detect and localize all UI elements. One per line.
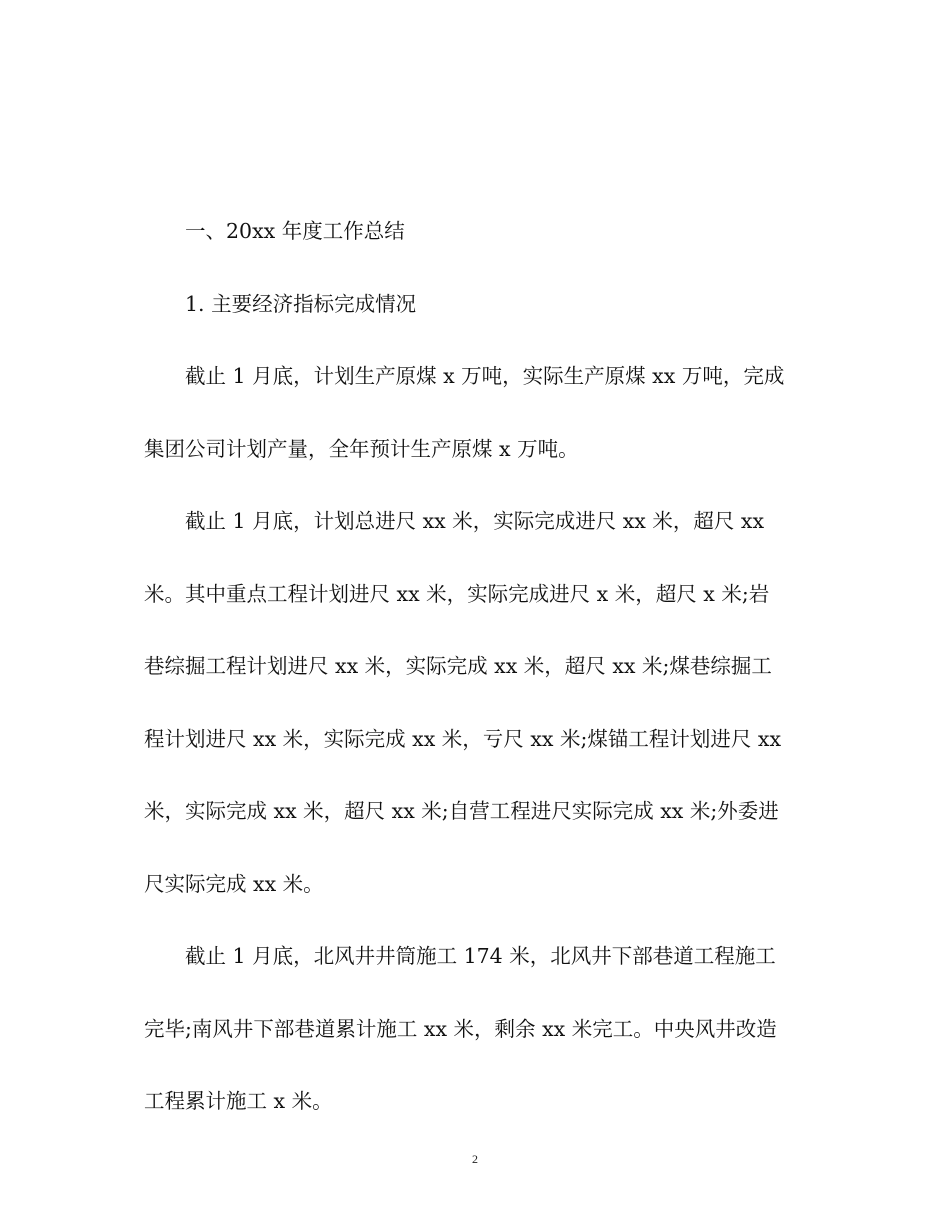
text-line: 尺实际完成 xx 米。: [144, 871, 324, 896]
page-number: 2: [472, 1152, 478, 1166]
text-line: 1. 主要经济指标完成情况: [185, 291, 417, 316]
text-line: 截止 1 月底，计划总进尺 xx 米，实际完成进尺 xx 米，超尺 xx: [185, 509, 765, 533]
text-line: 工程累计施工 x 米。: [144, 1089, 333, 1113]
paragraph-tunneling: [144, 485, 804, 920]
text-line: 巷综掘工程计划进尺 xx 米，实际完成 xx 米，超尺 xx 米;煤巷综掘工: [144, 654, 772, 678]
text-line: 米。其中重点工程计划进尺 xx 米，实际完成进尺 x 米，超尺 x 米;岩: [144, 581, 770, 606]
subsection-heading: [144, 268, 804, 341]
text-line: 米，实际完成 xx 米，超尺 xx 米;自营工程进尺实际完成 xx 米;外委进: [144, 799, 779, 823]
document-body: [144, 195, 804, 1138]
text-line: 程计划进尺 xx 米，实际完成 xx 米，亏尺 xx 米;煤锚工程计划进尺 xx: [144, 726, 782, 751]
section-heading: [144, 195, 804, 268]
paragraph-shaft: [144, 920, 804, 1138]
paragraph-coal-output: [144, 340, 804, 485]
text-line: 一、20xx 年度工作总结: [185, 219, 405, 243]
text-line: 截止 1 月底，计划生产原煤 x 万吨，实际生产原煤 xx 万吨，完成: [185, 364, 785, 388]
text-line: 完毕;南风井下部巷道累计施工 xx 米，剩余 xx 米完工。中央风井改造: [144, 1016, 777, 1041]
text-line: 集团公司计划产量，全年预计生产原煤 x 万吨。: [144, 436, 579, 461]
text-line: 截止 1 月底，北风井井筒施工 174 米，北风井下部巷道工程施工: [185, 944, 776, 968]
